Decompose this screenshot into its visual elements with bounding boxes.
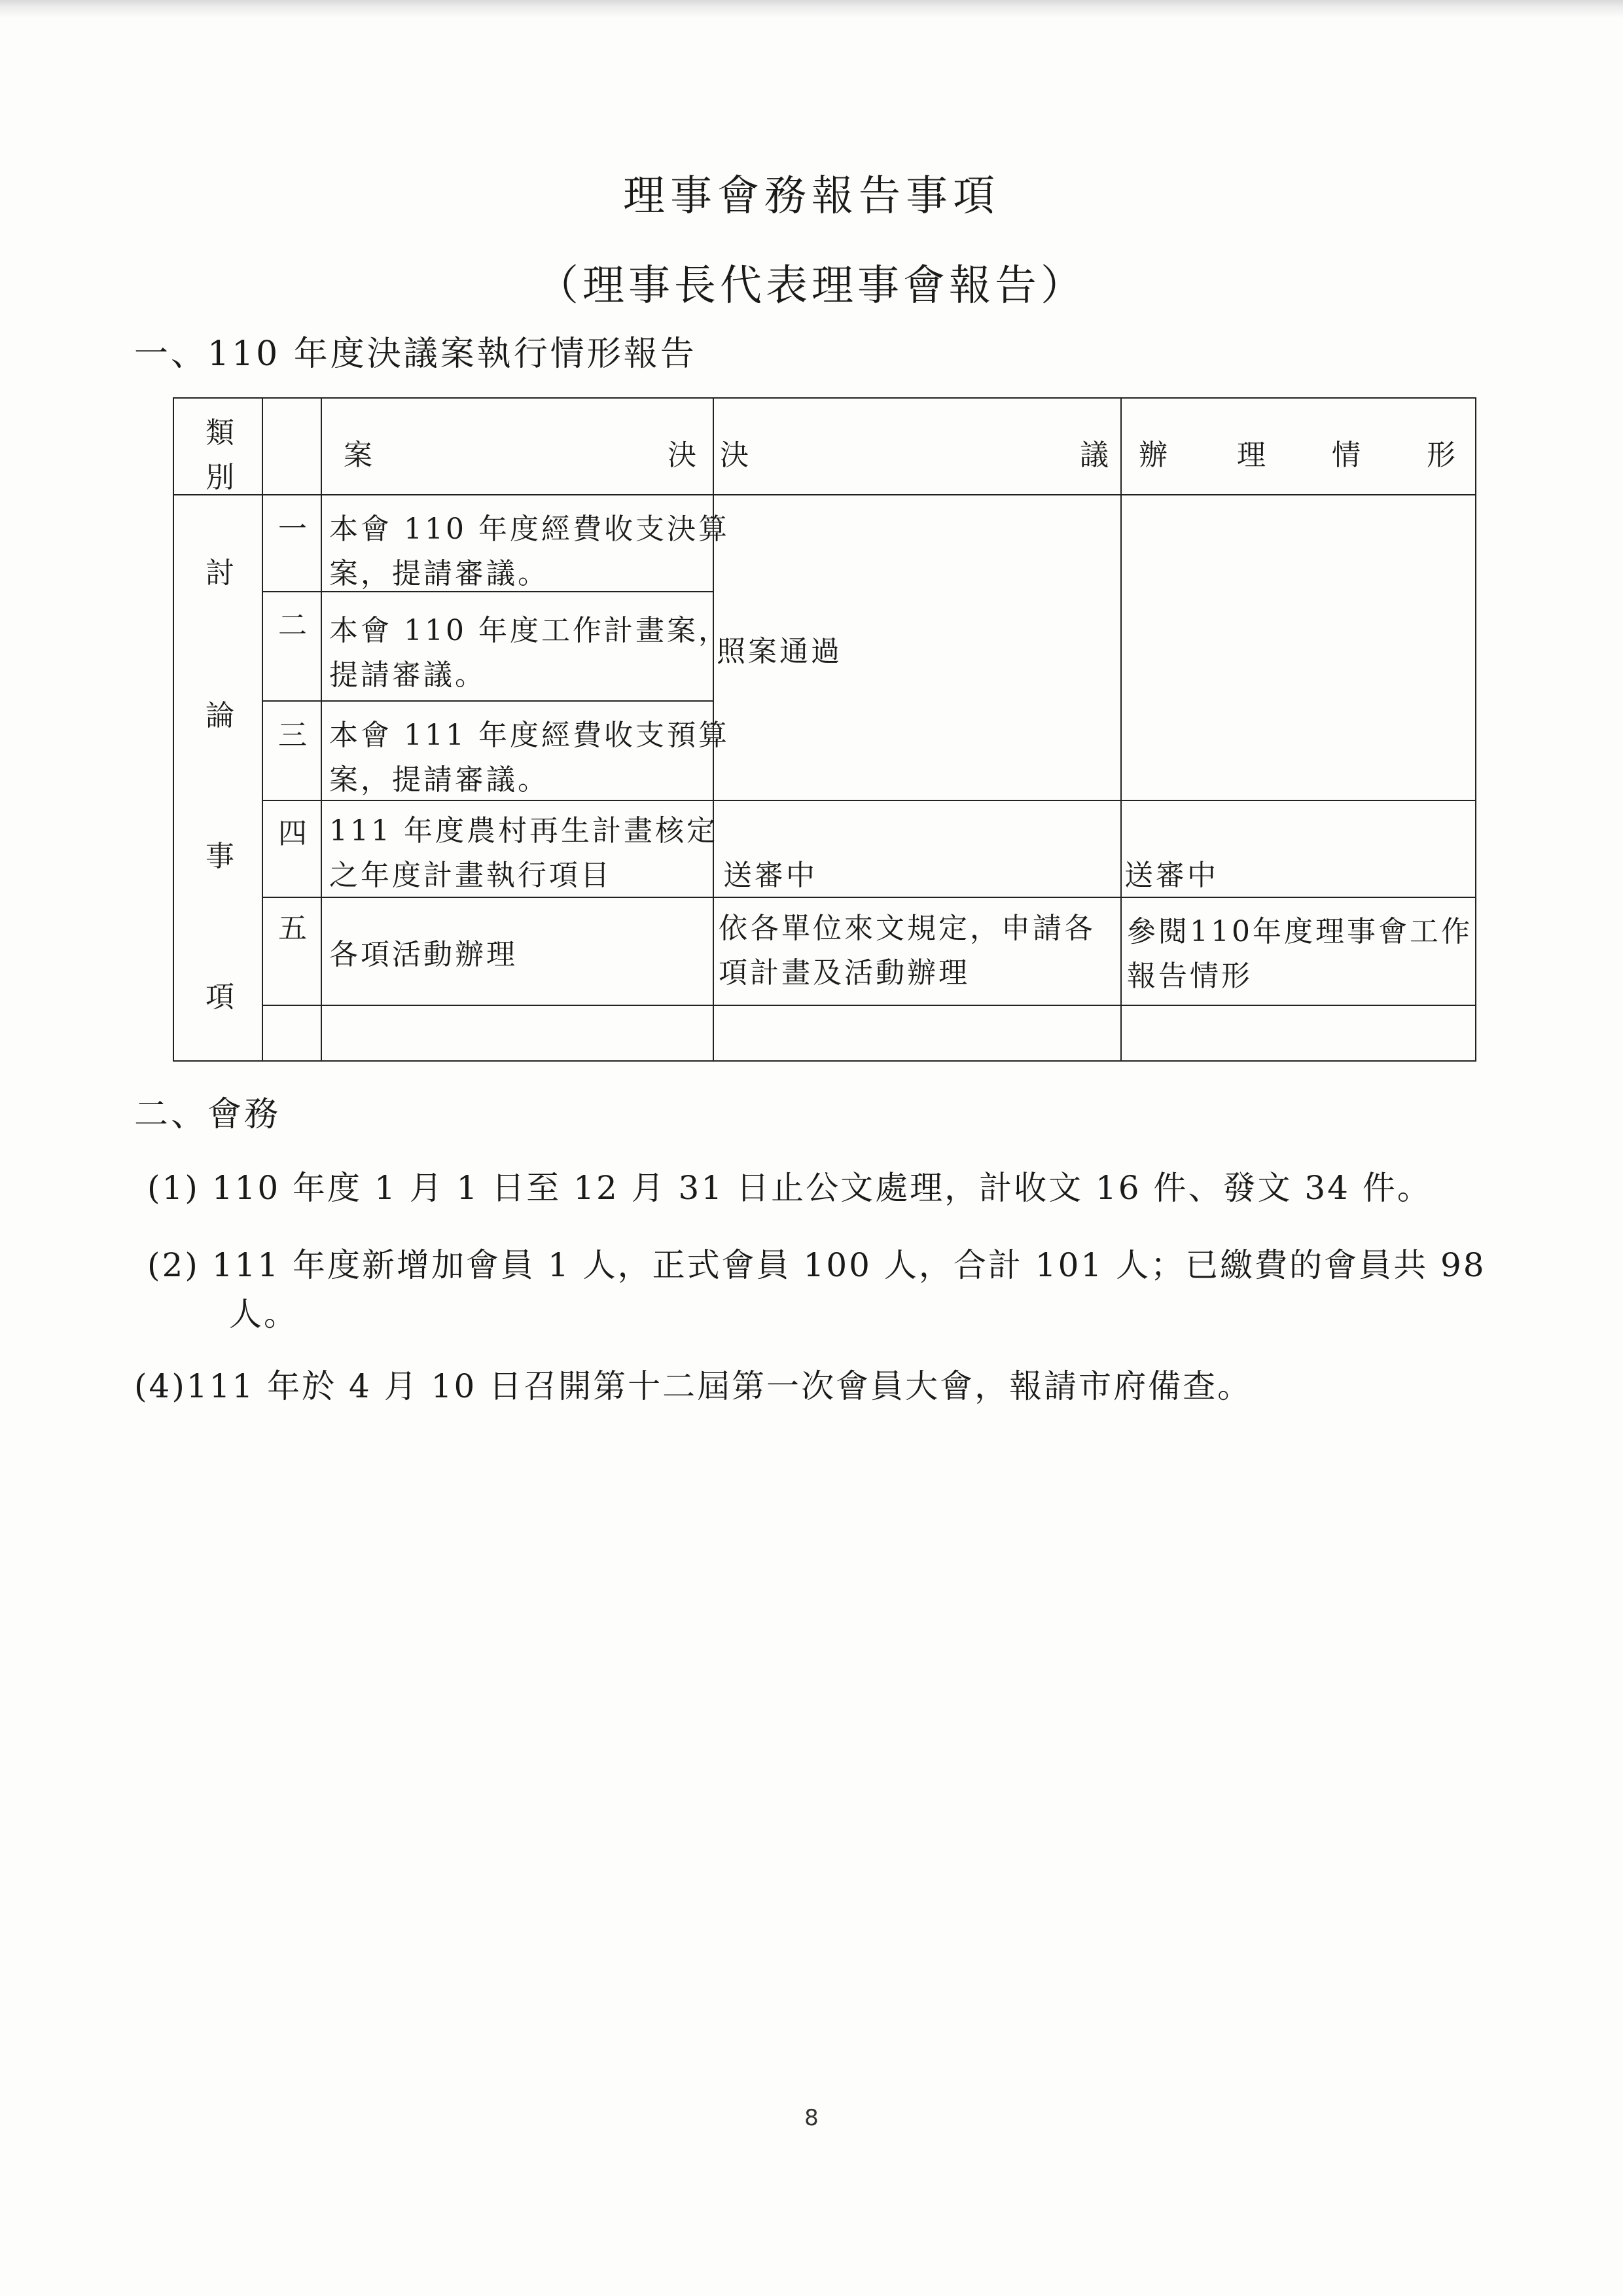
- header-case-right: 決: [668, 439, 699, 472]
- row-handling: 送審中: [1124, 859, 1219, 892]
- table-row-line: [262, 700, 713, 702]
- table-col-line: [1120, 397, 1122, 1062]
- row-case: 案，提請審議。: [329, 557, 549, 590]
- table-header-bottom: [173, 494, 1475, 495]
- affairs-item: (2) 111 年度新增加會員 1 人，正式會員 100 人，合計 101 人；已繳費的會員共 98: [147, 1246, 1486, 1284]
- row-case: 提請審議。: [329, 658, 486, 692]
- category-char: 論: [205, 699, 237, 732]
- merged-resolution: 照案通過: [717, 635, 842, 668]
- category-char: 事: [205, 840, 237, 873]
- row-resolution: 送審中: [723, 859, 817, 892]
- row-case: 案，提請審議。: [329, 763, 549, 797]
- table-border-left: [173, 397, 174, 1062]
- header-resolution-left: 決: [720, 439, 751, 472]
- row-resolution: 項計畫及活動辦理: [719, 956, 970, 990]
- page-title: 理事會務報告事項: [623, 172, 1000, 221]
- header-handling-3: 情: [1332, 439, 1363, 472]
- section1-heading: 一、110 年度決議案執行情形報告: [134, 334, 697, 374]
- header-category-top: 類: [205, 416, 237, 450]
- header-handling-2: 理: [1237, 439, 1268, 472]
- row-number: 四: [278, 817, 310, 850]
- affairs-item: (1) 110 年度 1 月 1 日至 12 月 31 日止公文處理，計收文 16 件、發文 34 件。: [147, 1169, 1432, 1207]
- header-category-bottom: 別: [205, 461, 237, 494]
- row-number: 二: [278, 609, 310, 642]
- header-handling-4: 形: [1427, 439, 1458, 472]
- category-char: 項: [205, 980, 237, 1014]
- row-case: 之年度計畫執行項目: [329, 859, 612, 892]
- row-resolution: 依各單位來文規定，申請各: [719, 912, 1096, 945]
- table-col-line: [321, 397, 322, 1062]
- table-border-top: [173, 397, 1475, 399]
- header-handling-1: 辦: [1139, 439, 1170, 472]
- page-subtitle: （理事長代表理事會報告）: [537, 262, 1086, 310]
- row-case: 本會 110 年度工作計畫案，: [329, 614, 730, 647]
- header-resolution-right: 議: [1080, 439, 1111, 472]
- row-number: 一: [278, 512, 310, 546]
- resolution-table: [0, 0, 1623, 1080]
- row-case: 111 年度農村再生計畫核定: [329, 814, 718, 848]
- table-border-bottom: [173, 1060, 1475, 1062]
- header-case-left: 案: [344, 439, 375, 472]
- affairs-item: (4)111 年於 4 月 10 日召開第十二屆第一次會員大會，報請市府備查。: [134, 1367, 1253, 1405]
- row-case: 本會 110 年度經費收支決算: [329, 512, 730, 546]
- row-case: 各項活動辦理: [329, 938, 518, 971]
- page-number: 8: [804, 2105, 819, 2131]
- row-handling: 報告情形: [1127, 960, 1253, 993]
- category-char: 討: [205, 556, 237, 590]
- table-col-line: [262, 397, 263, 1062]
- row-number: 三: [278, 719, 310, 752]
- row-number: 五: [278, 912, 310, 945]
- row-handling: 參閱110年度理事會工作: [1127, 915, 1472, 948]
- table-border-right: [1475, 397, 1476, 1062]
- section2-heading: 二、會務: [134, 1095, 281, 1134]
- row-case: 本會 111 年度經費收支預算: [329, 719, 730, 752]
- table-row-line: [262, 1005, 1475, 1006]
- affairs-item-continuation: 人。: [229, 1295, 298, 1333]
